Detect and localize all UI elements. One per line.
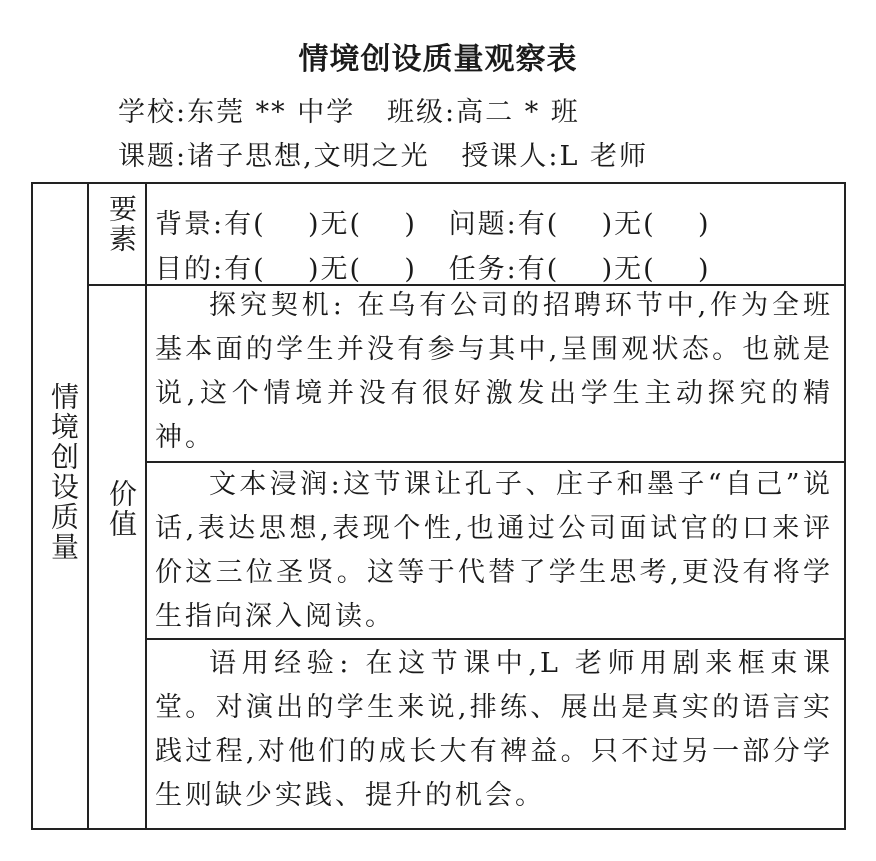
elements-row-2: 目的:有( )无( ) 任务:有( )无( ) (155, 254, 711, 285)
value-header: 价值 (105, 479, 138, 539)
topic-teacher-line: 课题:诸子思想,文明之光 授课人:L 老师 (118, 141, 649, 172)
observation-table (31, 182, 846, 830)
value-item-1: 探究契机: 在乌有公司的招聘环节中,作为全班基本面的学生并没有参与其中,呈围观状态。也就是说,这个情境并没有很好激发出学生主动探究的精神。 (155, 290, 833, 453)
elements-header: 要素 (105, 194, 138, 254)
elements-row-1: 背景:有( )无( ) 问题:有( )无( ) (155, 209, 711, 240)
value-item-3: 语用经验: 在这节课中,L 老师用剧来框束课堂。对演出的学生来说,排练、展出是真实的语言实践过程,对他们的成长大有裨益。只不过另一部分学生则缺少实践、提升的机会。 (155, 648, 833, 811)
page-title: 情境创设质量观察表 (298, 42, 578, 77)
value-item-2: 文本浸润:这节课让孔子、庄子和墨子“自己”说话,表达思想,表现个性,也通过公司面试官的口来评价这三位圣贤。这等于代替了学生思考,更没有将学生指向深入阅读。 (155, 469, 833, 632)
divider (87, 184, 89, 828)
left-header: 情境创设质量 (47, 382, 80, 562)
school-class-line: 学校:东莞 ** 中学 班级:高二 * 班 (118, 97, 580, 128)
divider (145, 184, 147, 828)
